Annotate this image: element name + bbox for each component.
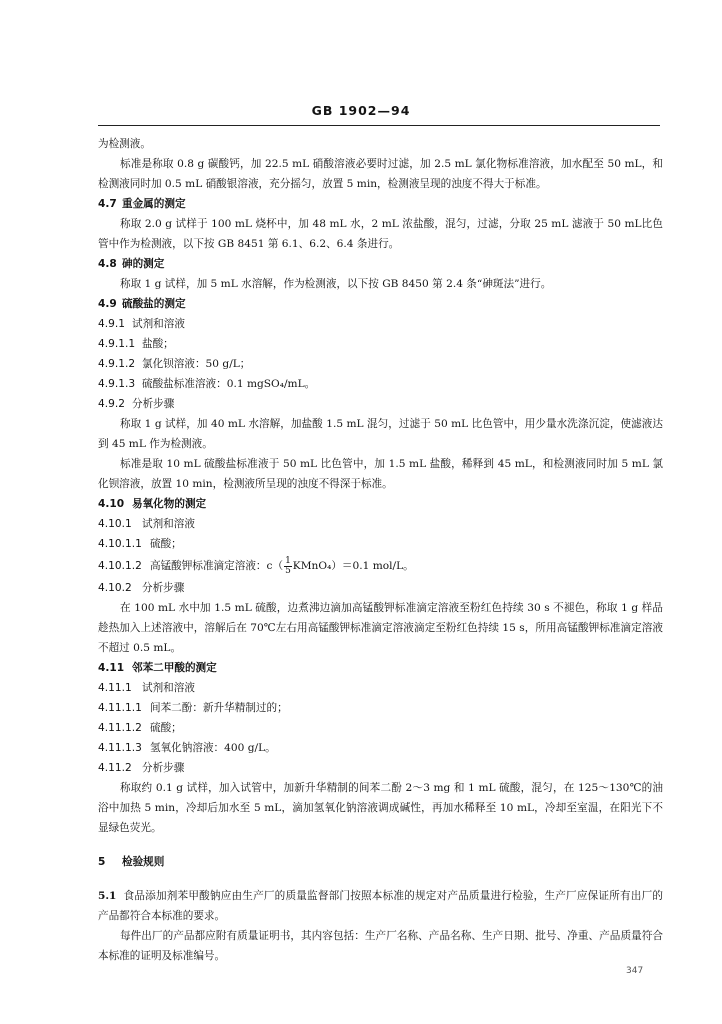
section-number: 4.9.1	[98, 318, 125, 330]
section-number: 4.10	[98, 498, 125, 510]
list-item-text: 硫酸；	[150, 538, 182, 550]
spacer	[98, 838, 663, 852]
paragraph: 标准是取 10 mL 硫酸盐标准液于 50 mL 比色管中，加 1.5 mL 盐酸，稀释到 45 mL，和检测液同时加 5 mL 氯化钡溶液，放置 10 min，检测液所呈现的浊度不得深于标准。	[98, 458, 663, 490]
section-number: 4.10.1.2	[98, 560, 142, 572]
list-item-text: 硫酸；	[150, 722, 182, 734]
document-body	[98, 134, 663, 966]
header-rule	[98, 125, 660, 126]
section-number: 4.9.2	[98, 398, 125, 410]
section-heading	[98, 254, 663, 274]
list-item	[98, 534, 663, 554]
subsection-heading	[98, 314, 663, 334]
page-header-title: GB 1902—94	[311, 103, 411, 118]
section-number: 4.10.1	[98, 518, 132, 530]
section-number: 4.10.1.1	[98, 538, 142, 550]
section-title: 易氧化物的测定	[132, 498, 207, 510]
section-heading	[98, 852, 663, 872]
list-item-text: 氯化钡溶液：50 g/L；	[142, 358, 251, 370]
section-number: 4.11.1.1	[98, 702, 142, 714]
list-item-text: 间苯二酚：新升华精制过的；	[150, 702, 288, 714]
page-number: 347	[626, 966, 644, 976]
fraction	[284, 557, 292, 576]
subsection-heading	[98, 578, 663, 598]
paragraph	[98, 886, 663, 926]
list-item-text: 盐酸；	[142, 338, 174, 350]
list-item	[98, 698, 663, 718]
section-title: 检验规则	[122, 856, 165, 868]
section-title: 硫酸盐的测定	[122, 298, 186, 310]
section-number: 4.9	[98, 298, 117, 310]
fraction-denominator: 5	[285, 565, 291, 576]
section-number: 4.9.1.1	[98, 338, 136, 350]
section-number: 4.10.2	[98, 582, 132, 594]
section-title: 分析步骤	[142, 582, 185, 594]
section-number: 4.11.1.2	[98, 722, 142, 734]
subsection-heading	[98, 394, 663, 414]
section-title: 分析步骤	[142, 762, 185, 774]
section-number: 4.11.2	[98, 762, 132, 774]
paragraph: 称取约 0.1 g 试样，加入试管中，加新升华精制的间苯二酚 2～3 mg 和 1 mL 硫酸，混匀，在 125～130℃的油浴中加热 5 min，冷却后加水至 5 mL，滴加氢氧化钠溶液调成碱性，再加水稀释至 10 mL，冷却至室温，在阳光下不显绿色荧光。	[98, 782, 663, 834]
paragraph-text: 食品添加剂苯甲酸钠应由生产厂的质量监督部门按照本标准的规定对产品质量进行检验，生产厂应保证所有出厂的产品都符合本标准的要求。	[98, 890, 663, 922]
section-title: 试剂和溶液	[142, 682, 195, 694]
subsection-heading	[98, 758, 663, 778]
section-title: 试剂和溶液	[142, 518, 195, 530]
section-number: 4.11	[98, 662, 125, 674]
paragraph: 为检测液。	[98, 138, 151, 150]
section-number: 4.9.1.3	[98, 378, 136, 390]
section-title: 重金属的测定	[122, 198, 186, 210]
formula-suffix: KMnO₄）＝0.1 mol/L。	[292, 560, 414, 572]
paragraph: 标准是称取 0.8 g 碳酸钙，加 22.5 mL 硝酸溶液必要时过滤，加 2.5 mL 氯化物标准溶液，加水配至 50 mL，和检测液同时加 0.5 mL 硝酸银溶液，充分摇匀，放置 5 min，检测液呈现的浊度不得大于标准。	[98, 158, 663, 190]
list-item	[98, 354, 663, 374]
subsection-heading	[98, 514, 663, 534]
list-item-text: 氢氧化钠溶液：400 g/L。	[150, 742, 276, 754]
list-item	[98, 738, 663, 758]
section-title: 砷的测定	[122, 258, 165, 270]
fraction-numerator: 1	[285, 555, 291, 566]
list-item	[98, 554, 663, 578]
list-item	[98, 334, 663, 354]
paragraph: 每件出厂的产品都应附有质量证明书，其内容包括：生产厂名称、产品名称、生产日期、批号、净重、产品质量符合本标准的证明及标准编号。	[98, 930, 663, 962]
list-item	[98, 718, 663, 738]
section-heading	[98, 294, 663, 314]
section-title: 分析步骤	[132, 398, 175, 410]
section-heading	[98, 494, 663, 514]
section-heading	[98, 658, 663, 678]
section-number: 4.8	[98, 258, 117, 270]
paragraph: 称取 2.0 g 试样于 100 mL 烧杯中，加 48 mL 水，2 mL 浓盐酸，混匀，过滤，分取 25 mL 滤液于 50 mL比色管中作为检测液，以下按 GB 8451 第 6.1、6.2、6.4 条进行。	[98, 218, 663, 250]
section-number: 4.11.1.3	[98, 742, 142, 754]
section-number: 4.7	[98, 198, 117, 210]
section-number: 4.9.1.2	[98, 358, 136, 370]
section-number: 5.1	[98, 890, 117, 902]
section-number: 4.11.1	[98, 682, 132, 694]
paragraph: 在 100 mL 水中加 1.5 mL 硫酸，边煮沸边滴加高锰酸钾标准滴定溶液至粉红色持续 30 s 不褪色，称取 1 g 样品趁热加入上述溶液中，溶解后在 70℃左右用高锰酸钾标准滴定溶液滴定至粉红色持续 15 s，所用高锰酸钾标准滴定溶液不超过 0.5 mL。	[98, 602, 663, 654]
list-item	[98, 374, 663, 394]
formula-prefix: 高锰酸钾标准滴定溶液：c（	[150, 560, 284, 572]
subsection-heading	[98, 678, 663, 698]
section-title: 试剂和溶液	[132, 318, 185, 330]
paragraph: 称取 1 g 试样，加 40 mL 水溶解，加盐酸 1.5 mL 混匀，过滤于 50 mL 比色管中，用少量水洗涤沉淀，使滤液达到 45 mL 作为检测液。	[98, 418, 663, 450]
list-item-text: 硫酸盐标准溶液：0.1 mgSO₄/mL。	[142, 378, 316, 390]
paragraph: 称取 1 g 试样，加 5 mL 水溶解，作为检测液，以下按 GB 8450 第 2.4 条“砷斑法”进行。	[120, 278, 552, 290]
spacer	[98, 872, 663, 886]
section-number: 5	[98, 856, 106, 868]
section-title: 邻苯二甲酸的测定	[132, 662, 217, 674]
section-heading	[98, 194, 663, 214]
